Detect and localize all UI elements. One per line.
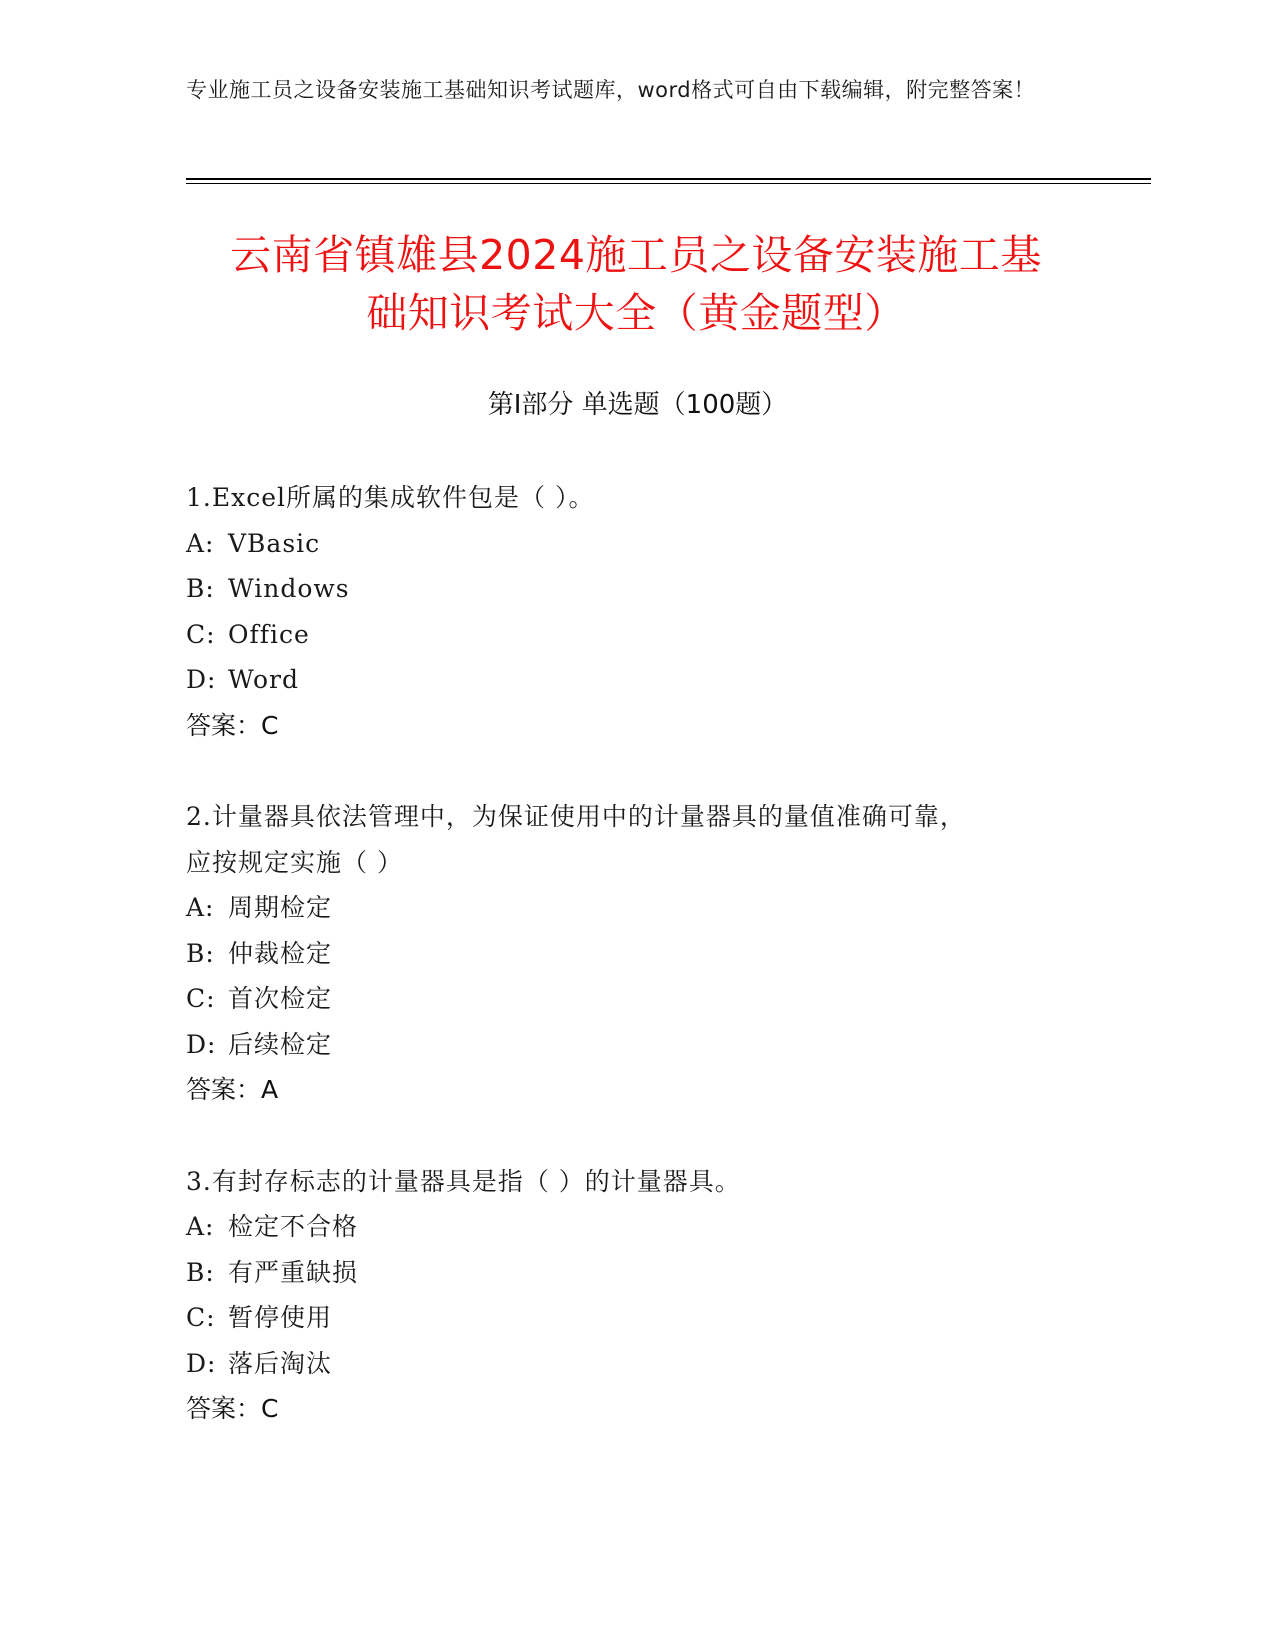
option-text: Windows — [228, 574, 350, 603]
header-divider-thick — [186, 178, 1151, 180]
option-c — [186, 976, 1066, 1022]
option-key: D: — [186, 665, 217, 694]
question-list — [186, 475, 1066, 1478]
question-stem-line-1: 2.计量器具依法管理中，为保证使用中的计量器具的量值准确可靠， — [186, 802, 966, 831]
option-text: 落后淘汰 — [228, 1348, 333, 1378]
option-key: B: — [186, 938, 215, 968]
option-a — [186, 521, 1066, 567]
question-stem-line-2: 应按规定实施（ ） — [186, 847, 403, 877]
option-text: 周期检定 — [228, 893, 333, 922]
option-key: B: — [186, 1257, 215, 1287]
header-note: 专业施工员之设备安装施工基础知识考试题库，word格式可自由下载编辑，附完整答案！ — [186, 78, 1036, 102]
option-text: 首次检定 — [228, 984, 333, 1013]
option-key: C: — [186, 1303, 216, 1332]
option-key: C: — [186, 984, 216, 1013]
option-text: 暂停使用 — [228, 1303, 333, 1332]
option-b — [186, 1250, 1066, 1296]
option-text: VBasic — [228, 528, 321, 558]
option-key: C: — [186, 619, 216, 649]
header-divider-thin — [186, 183, 1151, 184]
option-key: B: — [186, 574, 215, 603]
section-heading: 第Ⅰ部分 单选题（100题） — [487, 390, 788, 420]
option-key: A: — [186, 528, 215, 558]
option-b — [186, 566, 1066, 612]
answer: 答案：A — [186, 1075, 279, 1104]
option-text: 后续检定 — [228, 1029, 333, 1059]
option-c — [186, 612, 1066, 658]
option-a — [186, 1204, 1066, 1250]
answer: 答案：C — [186, 710, 279, 740]
title-line-1: 云南省镇雄县2024施工员之设备安装施工基 — [230, 231, 1042, 279]
option-d — [186, 657, 1066, 703]
option-d — [186, 1022, 1066, 1068]
option-d — [186, 1341, 1066, 1387]
document-title — [186, 226, 1086, 342]
question-1 — [186, 475, 1066, 748]
answer: 答案：C — [186, 1394, 279, 1423]
option-text: Word — [228, 665, 300, 694]
option-a — [186, 885, 1066, 931]
title-line-2: 础知识考试大全（黄金题型） — [366, 289, 906, 337]
option-key: A: — [186, 893, 215, 922]
option-key: A: — [186, 1212, 215, 1241]
option-text: 仲裁检定 — [228, 938, 333, 968]
option-text: 有严重缺损 — [228, 1257, 359, 1287]
option-b — [186, 931, 1066, 977]
question-3 — [186, 1159, 1066, 1432]
option-key: D: — [186, 1029, 217, 1059]
question-2 — [186, 794, 1066, 1113]
option-text: Office — [228, 619, 310, 649]
option-c — [186, 1295, 1066, 1341]
option-key: D: — [186, 1348, 217, 1378]
option-text: 检定不合格 — [228, 1212, 359, 1241]
question-stem: 3.有封存标志的计量器具是指（ ）的计量器具。 — [186, 1166, 741, 1196]
question-stem: 1.Excel所属的集成软件包是（ ）。 — [186, 483, 595, 512]
